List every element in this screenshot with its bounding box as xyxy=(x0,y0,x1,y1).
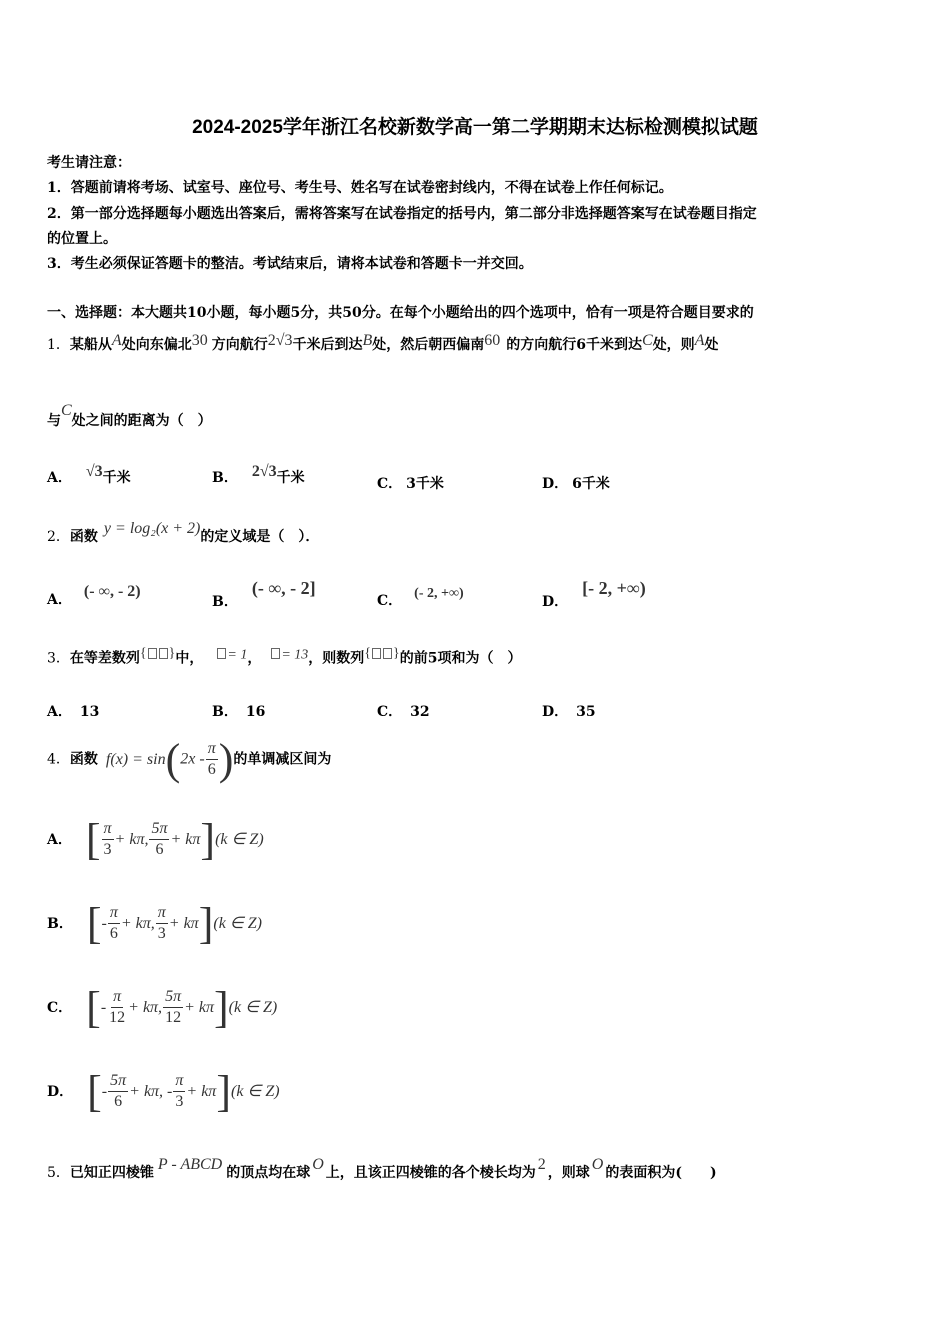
section-heading: 一、选择题：本大题共10小题，每小题5分，共50分。在每个小题给出的四个选项中，恰有一项是符合题目要求的 xyxy=(47,305,754,321)
question-5-stem: 5．已知正四棱锥 P - ABCD 的顶点均在球 O 上，且该正四棱锥的各个棱长均为 2 ，则球 O 的表面积为( ) xyxy=(47,1156,717,1181)
q2-option-c[interactable]: C． (- 2, +∞) xyxy=(377,586,464,609)
q4-option-c[interactable]: C． [- $\frac{\pi}{12}$ + kπ, $\frac{5\pi}{12}$ + kπ](k ∈ Z) xyxy=(47,983,278,1032)
notice-line-1: 1．答题前请将考场、试室号、座位号、考生号、姓名写在试卷密封线内，不得在试卷上作任何标记。 xyxy=(47,180,673,196)
notice-line-2b: 的位置上。 xyxy=(47,231,117,247)
q1-option-c[interactable]: C． 3千米 xyxy=(377,476,444,492)
q4-option-d[interactable]: D． [- $\frac{5\pi}{6}$ + kπ, - $\frac{\pi}{3}$ + kπ](k ∈ Z) xyxy=(47,1067,280,1116)
notice-heading: 考生请注意： xyxy=(47,155,131,171)
q1-option-a[interactable]: A． √3千米 xyxy=(47,463,131,486)
q2-option-b[interactable]: B．(- ∞, - 2] xyxy=(212,578,316,610)
q3-option-d[interactable]: D． 35 xyxy=(542,704,596,720)
notice-line-2a: 2．第一部分选择题每小题选出答案后，需将答案写在试卷指定的括号内，第二部分非选择题答案写在试卷题目指定 xyxy=(47,206,757,222)
page-title: 2024-2025学年浙江名校新数学高一第二学期期末达标检测模拟试题 xyxy=(192,117,758,138)
q3-option-a[interactable]: A． 13 xyxy=(47,704,100,720)
q2-option-a[interactable]: A． (- ∞, - 2) xyxy=(47,583,141,608)
q1-option-b[interactable]: B． 2√3千米 xyxy=(212,463,305,486)
q4-option-a[interactable]: A． [ $\frac{\pi}{3}$ + kπ, $\frac{5\pi}{6}$ + kπ](k ∈ Z) xyxy=(47,815,264,864)
question-1-line-2: 与C处之间的距离为（ ） xyxy=(47,402,212,429)
q2-option-d[interactable]: D．[- 2, +∞) xyxy=(542,578,646,610)
q4-option-b[interactable]: B． [- $\frac{\pi}{6}$ + kπ, $\frac{\pi}{3}$ + kπ](k ∈ Z) xyxy=(47,899,262,948)
notice-line-3: 3．考生必须保证答题卡的整洁。考试结束后，请将本试卷和答题卡一并交回。 xyxy=(47,256,533,272)
question-1-line-1: 1．某船从A处向东偏北30 方向航行2√3千米后到达B处，然后朝西偏南60 的方向航行6千米到达C处，则A处 xyxy=(47,332,719,353)
q3-option-b[interactable]: B． 16 xyxy=(212,704,266,720)
q1-option-d[interactable]: D． 6千米 xyxy=(542,476,610,492)
question-4-stem: 4．函数 f(x) = sin(2x - $\frac{\pi}{6}$ )的单调减区间为 xyxy=(47,735,332,784)
question-3-stem: 3．在等差数列{ }中， = 1， = 13，则数列{ }的前5项和为（ ） xyxy=(47,646,522,667)
q3-option-c[interactable]: C． 32 xyxy=(377,704,430,720)
question-2-stem: 2．函数 y = log₂(x + 2)的定义域是（ ）． xyxy=(47,520,320,545)
